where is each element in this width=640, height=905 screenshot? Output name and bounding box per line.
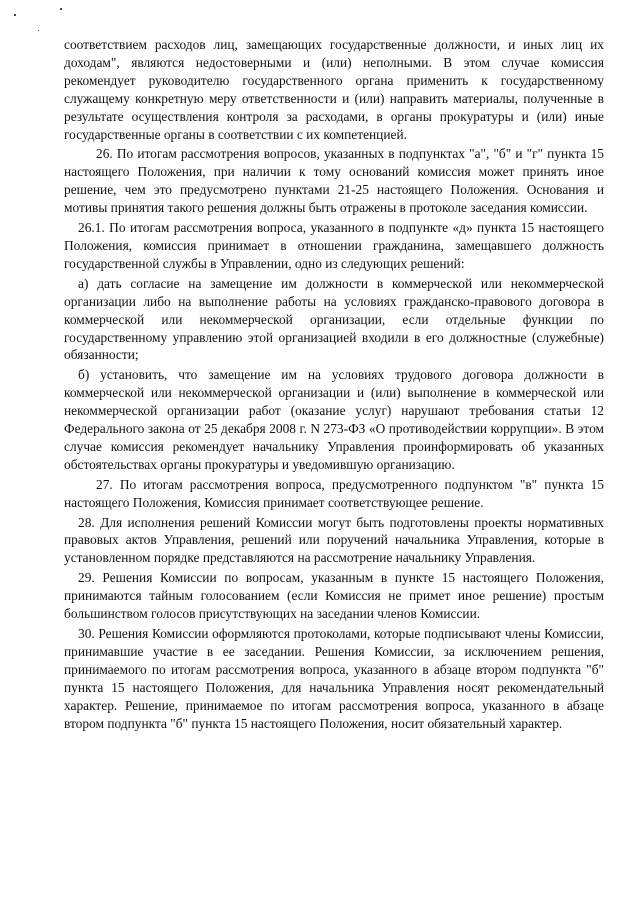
- paragraph-26-1: 26.1. По итогам рассмотрения вопроса, указанного в подпункте «д» пункта 15 настоящего Положения, комиссия принимает в отношении гражданина, замещавшего должность государственной службы в Управлении, одно из следующих решений:: [64, 220, 604, 271]
- paragraph-29: 29. Решения Комиссии по вопросам, указанным в пункте 15 настоящего Положения, принимаются тайным голосованием (если Комиссия не примет иное решение) простым большинством голосов присутствующих на заседании членов Комиссии.: [64, 570, 604, 622]
- scan-speck: [14, 14, 16, 16]
- document-page: [64, 36, 604, 734]
- paragraph-26: 26. По итогам рассмотрения вопросов, указанных в подпунктах "а", "б" и "г" пункта 15 настоящего Положения, при наличии к тому оснований комиссия может принять иное решение, чем это предусмотрено пунктами 21-25 настоящего Положения. Основания и мотивы принятия такого решения должны быть отражены в протоколе заседания комиссии.: [64, 146, 604, 216]
- paragraph-27: 27. По итогам рассмотрения вопроса, предусмотренного подпунктом "в" пункта 15 настоящего Положения, Комиссия принимает соответствующее решение.: [64, 476, 604, 510]
- paragraph-30: 30. Решения Комиссии оформляются протоколами, которые подписывают члены Комиссии, принимавшие участие в ее заседании. Решения Комиссии, за исключением решения, принимаемого по итогам рассмотрения вопроса, указанного в абзаце втором подпункта "б" пункта 15 настоящего Положения, для начальника Управления носят рекомендательный характер. Решение, принимаемое по итогам рассмотрения вопроса, указанного в абзаце втором подпункта "б" пункта 15 настоящего Положения, носит обязательный характер.: [64, 626, 604, 731]
- scan-speck: [38, 30, 39, 31]
- scan-speck: [60, 8, 62, 10]
- paragraph-continuation: соответствием расходов лиц, замещающих государственные должности, и иных лиц их доходам", являются недостоверными и (или) неполными. В этом случае комиссия рекомендует руководителю государственного органа применить к государственному служащему конкретную меру ответственности и (или) направить материалы, полученные в результате осуществления контроля за расходами, в органы прокуратуры и (или) иные государственные органы в соответствии с их компетенцией.: [64, 37, 604, 142]
- paragraph-28: 28. Для исполнения решений Комиссии могут быть подготовлены проекты нормативных правовых актов Управления, решений или поручений начальника Управления, которые в установленном порядке представляются на рассмотрение начальнику Управления.: [64, 514, 604, 566]
- paragraph-26-1-b: б) установить, что замещение им на условиях трудового договора должности в коммерческой или некоммерческой организации и (или) выполнение в коммерческой или некоммерческой организации работ (оказание услуг) нарушают требования статьи 12 Федерального закона от 25 декабря 2008 г. N 273-ФЗ «О противодействии коррупции». В этом случае комиссия рекомендует начальнику Управления проинформировать об указанных обстоятельствах органы прокуратуры и уведомившую организацию.: [64, 367, 604, 472]
- paragraph-26-1-a: а) дать согласие на замещение им должности в коммерческой или некоммерческой организации либо на выполнение работы на условиях гражданско-правового договора в коммерческой или некоммерческой организации, если отдельные функции по государственному управлению этой организацией входили в его должностные (служебные) обязанности;: [64, 275, 604, 363]
